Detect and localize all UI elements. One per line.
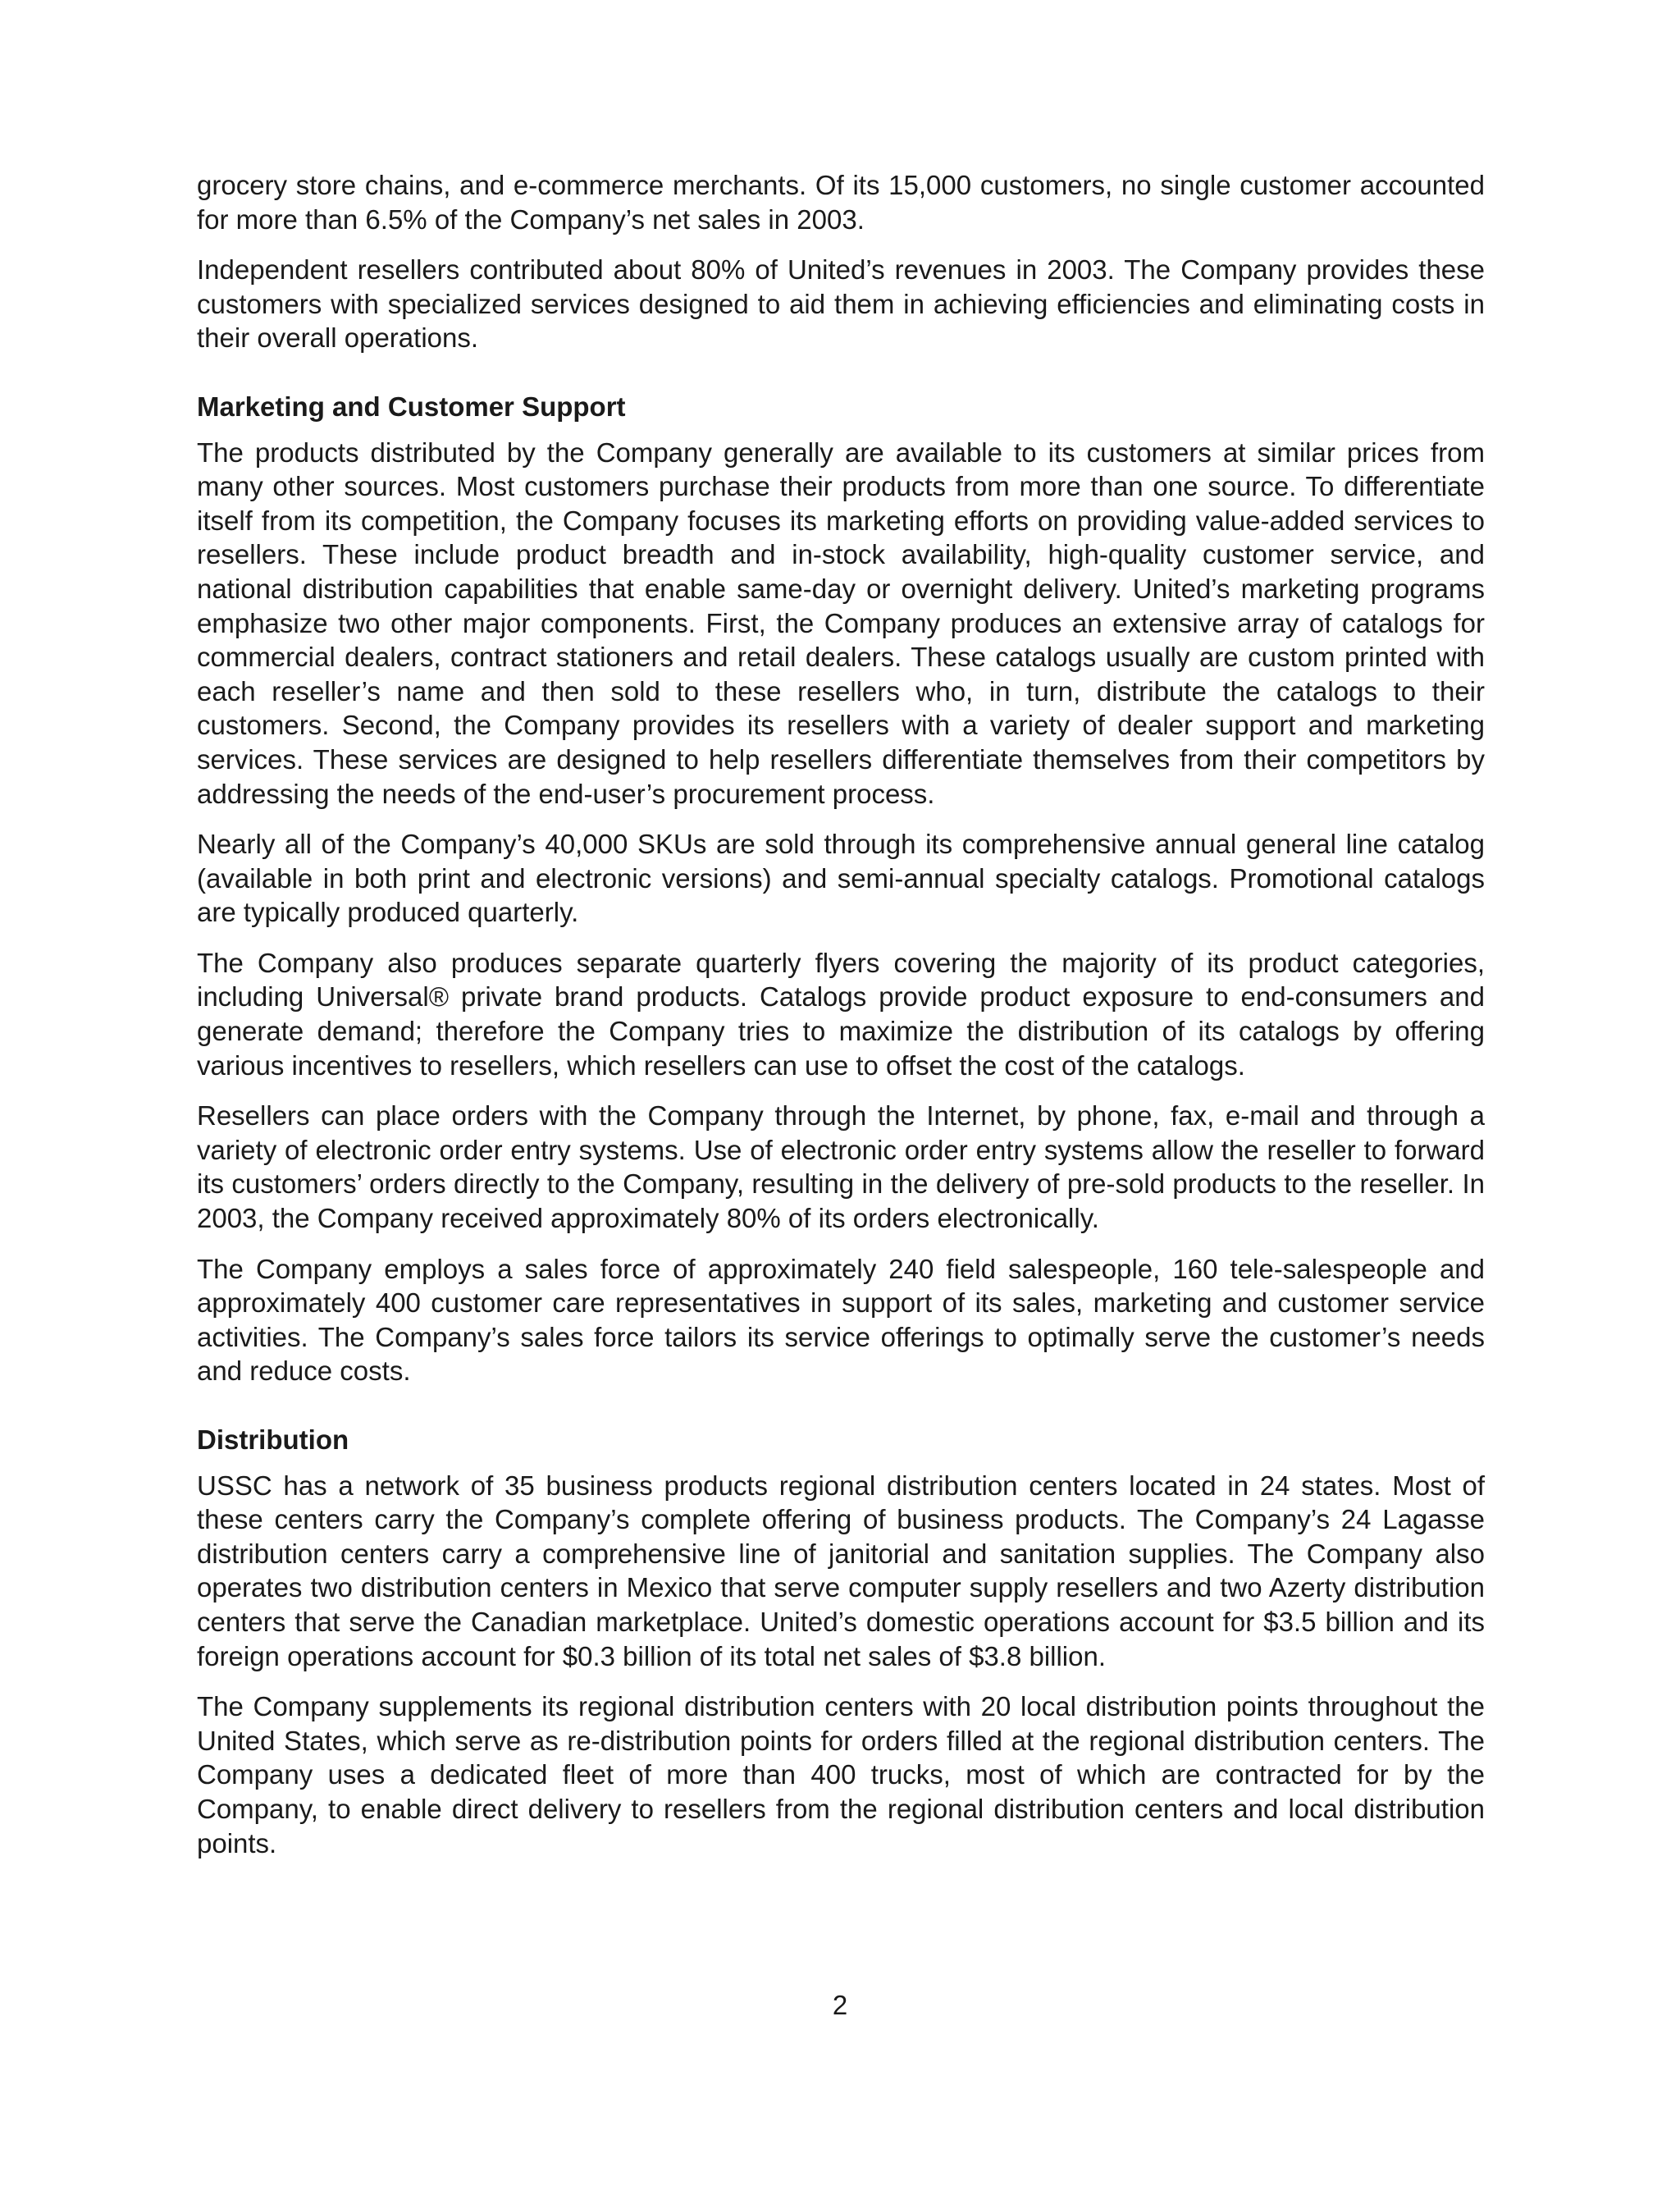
section-heading-distribution: Distribution [197,1424,349,1455]
body-paragraph: Resellers can place orders with the Company through the Internet, by phone, fax, e-mail and through a variety of electronic order entry systems. Use of electronic order entry systems allow the reseller to forward its customers’ orders directly to the Company, resulting in the delivery of pre-sold products to the reseller. In 2003, the Company received approximately 80% of its orders electronically. [197,1100,1485,1234]
section-heading-marketing: Marketing and Customer Support [197,391,626,422]
body-paragraph: Independent resellers contributed about 80% of United’s revenues in 2003. The Company provides these customers with specialized services designed to aid them in achieving efficiencies and eliminating costs in their overall operations. [197,254,1485,354]
document-body [197,168,1485,1877]
body-paragraph: The Company also produces separate quarterly flyers covering the majority of its product categories, including Universal® private brand products. Catalogs provide product exposure to end-consumers and generate demand; therefore the Company tries to maximize the distribution of its catalogs by offering various incentives to resellers, which resellers can use to offset the cost of the catalogs. [197,947,1485,1081]
body-paragraph: The Company employs a sales force of approximately 240 field salespeople, 160 tele-salespeople and approximately 400 customer care representatives in support of its sales, marketing and customer service activities. The Company’s sales force tailors its service offerings to optimally serve the customer’s needs and reduce costs. [197,1253,1485,1387]
body-paragraph: The Company supplements its regional distribution centers with 20 local distribution points throughout the United States, which serve as re-distribution points for orders filled at the regional distribution centers. The Company uses a dedicated fleet of more than 400 trucks, most of which are contracted for by the Company, to enable direct delivery to resellers from the regional distribution centers and local distribution points. [197,1691,1485,1859]
page-number: 2 [832,1990,848,2020]
body-paragraph: USSC has a network of 35 business products regional distribution centers located in 24 states. Most of these centers carry the Company’s complete offering of business products. The Company’s 24 Lagasse distribution centers carry a comprehensive line of janitorial and sanitation supplies. The Company also operates two distribution centers in Mexico that serve computer supply resellers and two Azerty distribution centers that serve the Canadian marketplace. United’s domestic operations account for $3.5 billion and its foreign operations account for $0.3 billion of its total net sales of $3.8 billion. [197,1470,1485,1671]
body-paragraph: Nearly all of the Company’s 40,000 SKUs are sold through its comprehensive annual general line catalog (available in both print and electronic versions) and semi-annual specialty catalogs. Promotional catalogs are typically produced quarterly. [197,829,1485,928]
body-paragraph: grocery store chains, and e-commerce merchants. Of its 15,000 customers, no single customer accounted for more than 6.5% of the Company’s net sales in 2003. [197,170,1485,235]
body-paragraph: The products distributed by the Company generally are available to its customers at similar prices from many other sources. Most customers purchase their products from more than one source. To differentiate itself from its competition, the Company focuses its marketing efforts on providing value-added services to resellers. These include product breadth and in-stock availability, high-quality customer service, and national distribution capabilities that enable same-day or overnight delivery. United’s marketing programs emphasize two other major components. First, the Company produces an extensive array of catalogs for commercial dealers, contract stationers and retail dealers. These catalogs usually are custom printed with each reseller’s name and then sold to these resellers who, in turn, distribute the catalogs to their customers. Second, the Company provides its resellers with a variety of dealer support and marketing services. These services are designed to help resellers differentiate themselves from their competitors by addressing the needs of the end-user’s procurement process. [197,437,1485,809]
